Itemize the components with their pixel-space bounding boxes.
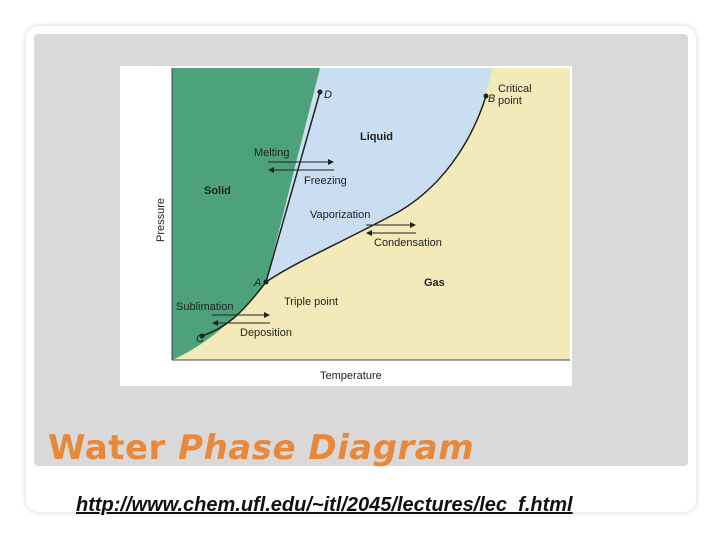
- critical-point-label-1: Critical: [498, 83, 532, 95]
- condensation-label: Condensation: [374, 237, 442, 249]
- phase-diagram: [120, 66, 572, 386]
- point-b-label: B: [488, 93, 496, 105]
- deposition-label: Deposition: [240, 327, 292, 339]
- liquid-label: Liquid: [360, 131, 393, 143]
- point-d: [318, 90, 323, 95]
- y-axis-label: Pressure: [155, 197, 167, 242]
- triple-point-label: Triple point: [284, 296, 339, 308]
- point-d-label: D: [324, 89, 332, 101]
- freezing-label: Freezing: [304, 175, 347, 187]
- vaporization-label: Vaporization: [310, 209, 371, 221]
- x-axis-label: Temperature: [320, 370, 382, 382]
- point-a: [264, 280, 269, 285]
- slide-title-part1: Water: [48, 428, 166, 468]
- phase-diagram-svg: [120, 66, 572, 386]
- slide-title-part2: Phase Diagram: [178, 428, 475, 468]
- melting-label: Melting: [254, 147, 290, 159]
- slide-title: [48, 428, 474, 468]
- point-a-label: A: [254, 277, 262, 289]
- sublimation-label: Sublimation: [176, 301, 234, 313]
- gas-label: Gas: [424, 277, 445, 289]
- solid-label: Solid: [204, 185, 231, 197]
- source-url-link[interactable]: http://www.chem.ufl.edu/~itl/2045/lectures/lec_f.html: [76, 494, 573, 516]
- critical-point-label-2: point: [498, 95, 522, 107]
- point-c-label: C: [196, 333, 204, 345]
